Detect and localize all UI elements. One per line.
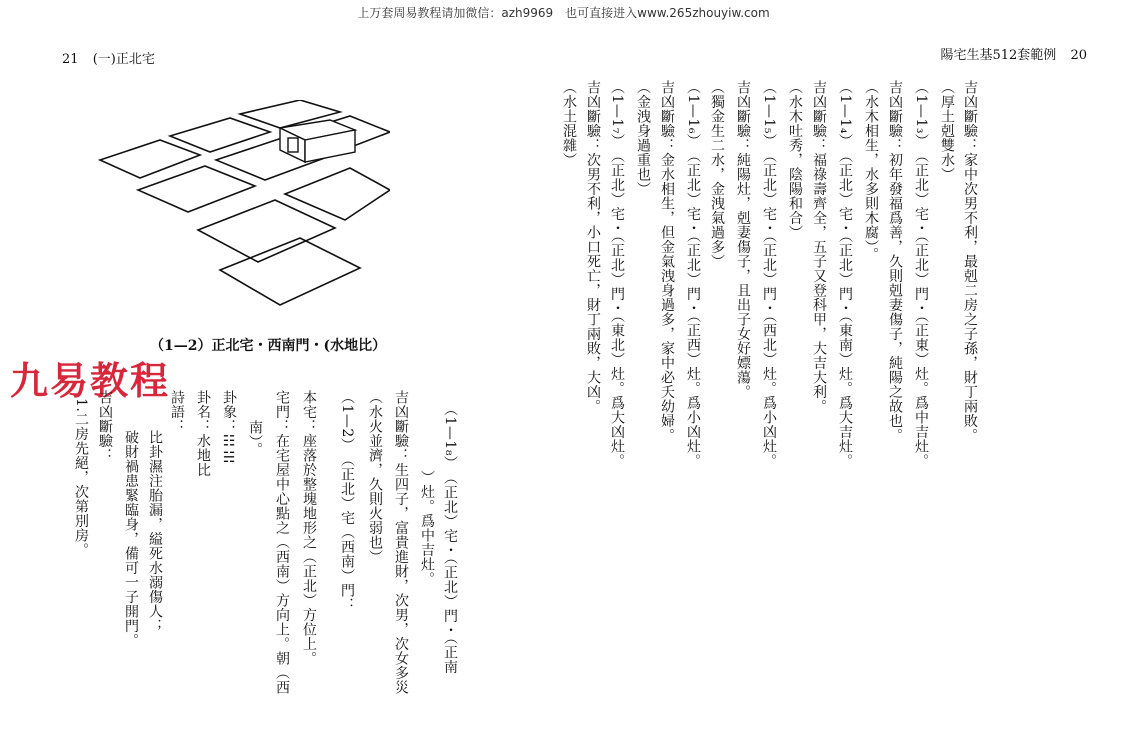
right-col-9: （1—1₅） （正北）宅・（正北）門・（西北）灶。爲小凶灶。 [761, 80, 777, 469]
house-icon [280, 120, 355, 162]
left-col-2: ）灶。爲中吉灶。 [419, 470, 435, 586]
left-col-15: 1.二房先絕，次第別房。 [73, 398, 89, 558]
top-banner: 上万套周易教程请加微信：azh9969 也可直接进入www.265zhouyiw.com [357, 6, 770, 20]
right-col-7: 吉凶斷驗：福祿壽齊全，五子又登科甲，大吉大利。 [811, 80, 827, 414]
right-running-title: 陽宅生基512套範例 [940, 48, 1057, 63]
left-col-10: 卦名：水地比 [195, 390, 211, 477]
left-col-8: 南）。 [247, 420, 263, 457]
right-col-10: 吉凶斷驗：純陽灶，剋妻傷子，且出子女好嫖蕩。 [735, 80, 751, 399]
plot-mid-left [138, 166, 255, 212]
right-col-14: （金洩身過重也） [635, 80, 651, 196]
left-col-13: 破財禍患緊臨身，備可一子開門。 [123, 430, 139, 648]
right-col-16: 吉凶斷驗：次男不利，小口死亡，財丁兩敗，大凶。 [585, 80, 601, 414]
left-col-7: 宅門：在宅屋中心點之（西南）方向上。朝（西 [274, 390, 290, 695]
right-col-3: （1—1₃） （正北）宅・（正北）門・（正東）灶。爲中吉灶。 [913, 80, 929, 469]
left-col-5: （1—2） （正北）宅（西南）門： [339, 390, 355, 613]
left-page-header [62, 48, 165, 67]
right-col-13: 吉凶斷驗：金水相生，但金氣洩身過多，家中必夭幼婦。 [659, 80, 675, 443]
right-col-11: （獨金生二水，金洩氣過多） [709, 80, 725, 269]
left-col-9: 卦象：☷☵ [221, 390, 237, 467]
right-col-2: （厚土剋雙水） [939, 80, 955, 182]
left-page [0, 0, 560, 745]
right-col-4: 吉凶斷驗：初年發福爲善，久則剋妻傷子，純陽之故也。 [887, 80, 903, 443]
left-col-1: （1—1₈） （正北）宅・（正北）門・（正南 [442, 402, 458, 675]
left-section-title: (一)正北宅 [92, 52, 155, 67]
right-col-17: （水土混雜） [561, 80, 577, 167]
left-col-14: 吉凶斷驗： [97, 390, 113, 463]
plot-front-left [198, 200, 335, 262]
right-col-6: （1—1₄） （正北）宅・（正北）門・（東南）灶。爲大吉灶。 [837, 80, 853, 469]
left-col-3: 吉凶斷驗：生四子，富貴進財，次男，次女多災 [393, 390, 409, 695]
right-page-header [940, 44, 1097, 63]
right-page-number: 20 [1070, 48, 1087, 63]
figure-caption: （1—2）正北宅・西南門・(水地比） [150, 338, 387, 354]
left-col-12: 比卦濕注胎漏，縊死水溺傷人； [147, 430, 163, 633]
left-col-11: 詩語： [169, 390, 185, 434]
right-col-12: （1—1₆） （正北）宅・（正北）門・（正西）灶。爲小凶灶。 [685, 80, 701, 469]
left-page-number: 21 [62, 52, 79, 67]
right-page [560, 0, 1127, 745]
site-grid-figure [60, 100, 390, 320]
right-col-1: 吉凶斷驗：家中次男不利，最剋二房之子孫，財丁兩敗。 [962, 80, 978, 443]
left-col-6: 本宅：座落於整塊地形之（正北）方位上。 [301, 390, 317, 666]
left-col-4: （水火並濟，久則火弱也） [367, 390, 383, 564]
right-col-15: （1—1₇） （正北）宅・（正北）門・（東北）灶。爲大凶灶。 [609, 80, 625, 469]
right-col-5: （水木相生，水多則木腐）。 [863, 80, 879, 262]
watermark-text: 九易教程 [10, 359, 171, 403]
plot-back-left [100, 140, 200, 178]
right-col-8: （水木吐秀，陰陽和合） [787, 80, 803, 240]
